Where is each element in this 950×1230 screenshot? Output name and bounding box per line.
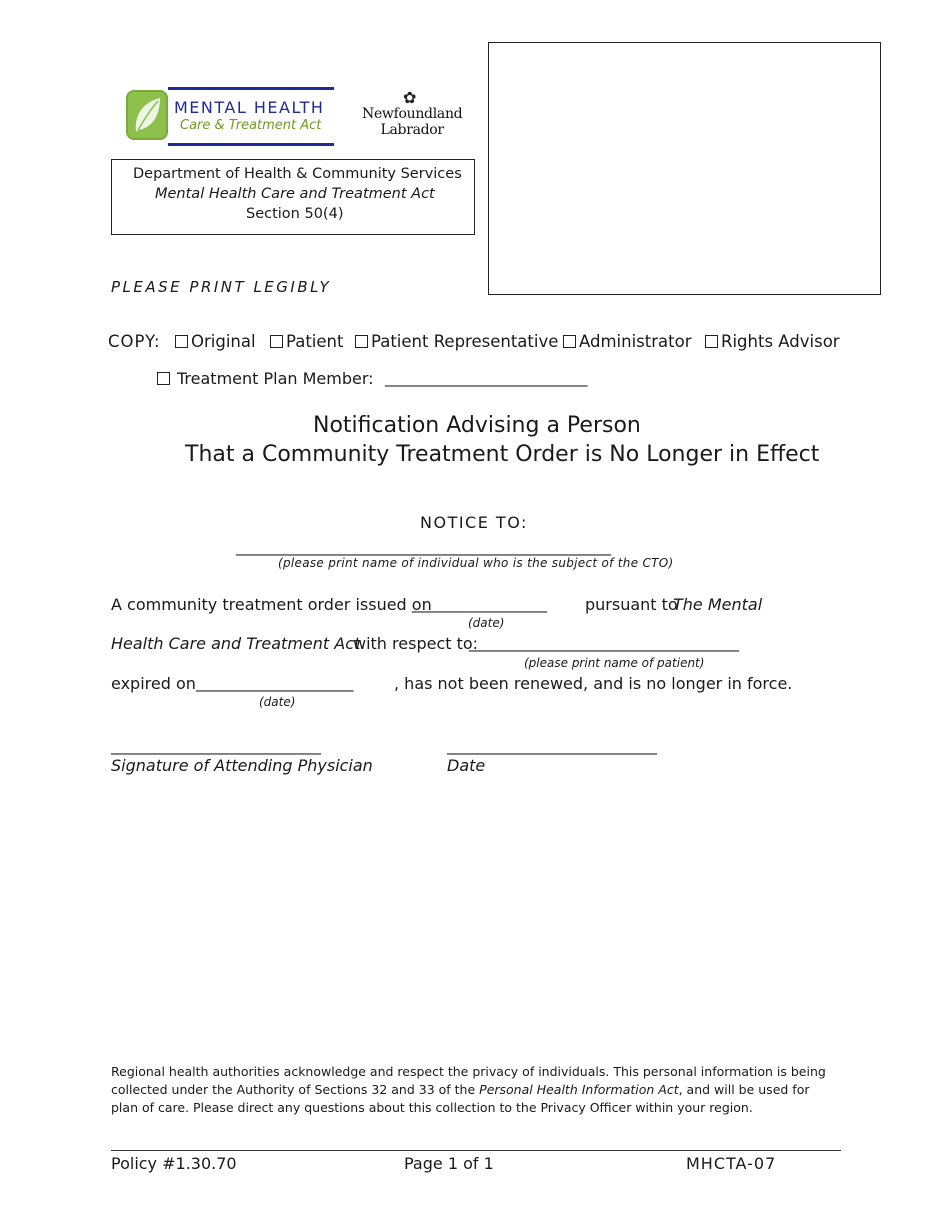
logo-top-bar: [168, 87, 334, 90]
signature-label: Signature of Attending Physician: [111, 756, 373, 775]
privacy-statement: [111, 1063, 826, 1117]
treatment-plan-field[interactable]: ___________________________: [385, 369, 588, 387]
footer-page: Page 1 of 1: [404, 1154, 494, 1173]
privacy-line2-end: , and will be used for: [678, 1082, 810, 1097]
checkbox-administrator[interactable]: [563, 335, 576, 348]
body-line3-end: , has not been renewed, and is no longer in force.: [394, 674, 793, 693]
option-rights-advisor: Rights Advisor: [721, 332, 840, 351]
body-line2-italic: Health Care and Treatment Act: [111, 634, 361, 653]
copy-label: COPY:: [108, 332, 161, 351]
logo-subtitle: Care & Treatment Act: [180, 118, 322, 133]
form-title-line1: Notification Advising a Person: [313, 413, 641, 438]
logo-title: MENTAL HEALTH: [174, 98, 325, 117]
signature-field[interactable]: ____________________________: [111, 737, 321, 755]
notice-name-field[interactable]: __________________________________________________: [236, 538, 611, 556]
patient-name-hint: (please print name of patient): [524, 656, 705, 670]
issue-date-hint: (date): [468, 616, 505, 630]
checkbox-patient-representative[interactable]: [355, 335, 368, 348]
logo-bottom-bar: [168, 143, 334, 146]
body-line1-italic: The Mental: [673, 595, 763, 614]
act-name: Mental Health Care and Treatment Act: [155, 186, 435, 202]
checkbox-rights-advisor[interactable]: [705, 335, 718, 348]
department-name: Department of Health & Community Services: [133, 166, 462, 182]
body-line1-start: A community treatment order issued on: [111, 595, 432, 614]
pitcher-plant-icon: ✿: [403, 88, 417, 107]
body-line3-start: expired on: [111, 674, 196, 693]
body-line2-mid: with respect to:: [353, 634, 479, 653]
option-administrator: Administrator: [579, 332, 692, 351]
leaf-logo-icon: [126, 90, 168, 140]
province-line2: Labrador: [380, 122, 444, 138]
checkbox-patient[interactable]: [270, 335, 283, 348]
footer-form-code: MHCTA-07: [686, 1154, 777, 1173]
patient-name-field[interactable]: ____________________________________: [469, 634, 739, 652]
option-patient-representative: Patient Representative: [371, 332, 559, 351]
body-line1-mid: pursuant to: [585, 595, 678, 614]
treatment-plan-label: Treatment Plan Member:: [177, 369, 374, 388]
option-patient: Patient: [286, 332, 344, 351]
print-notice: PLEASE PRINT LEGIBLY: [111, 278, 332, 296]
signature-date-field[interactable]: ____________________________: [447, 737, 657, 755]
option-original: Original: [191, 332, 256, 351]
section-number: Section 50(4): [246, 206, 344, 222]
footer-divider: [111, 1150, 841, 1151]
privacy-line2-start: collected under the Authority of Sections 32 and 33 of the: [111, 1082, 476, 1097]
stamp-box: [488, 42, 881, 295]
notice-hint: (please print name of individual who is the subject of the CTO): [278, 556, 674, 570]
checkbox-original[interactable]: [175, 335, 188, 348]
checkbox-treatment-plan-member[interactable]: [157, 372, 170, 385]
form-title-line2: That a Community Treatment Order is No Longer in Effect: [185, 442, 820, 467]
issue-date-field[interactable]: __________________: [412, 595, 547, 613]
expiry-date-hint: (date): [259, 695, 296, 709]
privacy-act-name: Personal Health Information Act: [479, 1082, 679, 1097]
privacy-line2: [111, 1081, 826, 1099]
notice-label: NOTICE TO:: [420, 513, 528, 532]
footer-policy: Policy #1.30.70: [111, 1154, 237, 1173]
privacy-line1: Regional health authorities acknowledge and respect the privacy of individuals. This personal information is being: [111, 1064, 826, 1079]
privacy-line3: plan of care. Please direct any questions about this collection to the Privacy Officer within your region.: [111, 1100, 753, 1115]
expiry-date-field[interactable]: _____________________: [196, 674, 354, 692]
province-line1: Newfoundland: [362, 106, 463, 122]
province-logo: [362, 106, 462, 138]
signature-date-label: Date: [447, 756, 486, 775]
